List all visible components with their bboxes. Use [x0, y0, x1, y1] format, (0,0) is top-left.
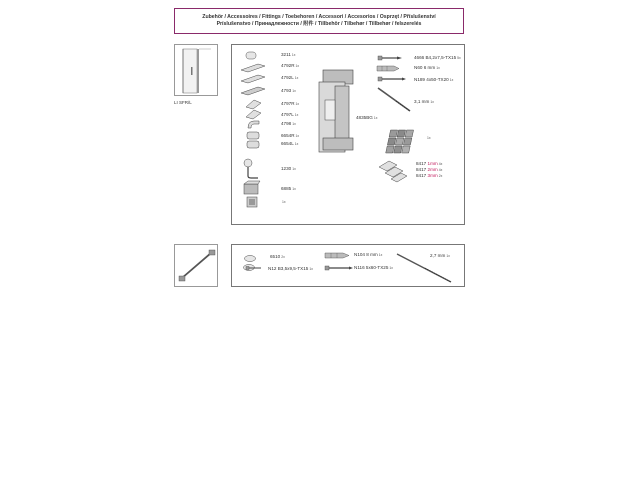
drill-bit-icon	[376, 86, 416, 116]
part-N60: N60 6 mm1x	[414, 65, 440, 70]
part-6510: 65102x	[270, 254, 285, 259]
part-1230: 12301x	[281, 166, 296, 171]
wood-screw-icon	[324, 264, 354, 272]
part-N104: N104 8 mm1x	[354, 252, 383, 257]
part-4666: 4666 B4,2x7,5-TX155x	[414, 55, 461, 60]
drill-bit-3-1: 3,1 mm1x	[414, 99, 434, 104]
product-label: LI SFR/L	[174, 100, 192, 105]
seal-profile-icon	[240, 85, 266, 97]
part-4792R: 4792R1x	[281, 63, 300, 68]
screw-icon	[377, 54, 403, 62]
hinge-cover-icon	[244, 130, 264, 150]
part-unnamed: 1x	[282, 200, 286, 204]
stabilizer-bar-thumbnail	[174, 244, 218, 287]
part-4797L: 4797L1x	[281, 112, 299, 117]
wall-profile-icon	[315, 68, 355, 154]
part-3211: 32111x	[281, 52, 296, 57]
clip-icon	[246, 118, 262, 130]
end-cap-icon	[245, 51, 259, 61]
part-4798: 47981x	[281, 121, 296, 126]
part-N189: N189 4x50-TX201x	[414, 77, 454, 82]
accessories-header	[174, 8, 464, 34]
end-cap-round-icon	[243, 254, 257, 263]
stabilizer-bar-icon	[175, 245, 219, 288]
part-8417-1mm: 8417 1mm4x	[416, 161, 443, 166]
seal-strip-l-icon	[240, 73, 266, 85]
anchor-plug-icon	[324, 251, 350, 260]
part-N12: N12 B3,5x9,5-TX151x	[268, 266, 313, 271]
long-screw-icon	[377, 75, 407, 83]
header-title-line-2: Príslušenstvo / Принадлежности / 附件 / Tillbehör / Tilbehør / Tillbehør / felszerelés	[216, 21, 422, 27]
tiles-qty: 1x	[427, 136, 431, 140]
handle-bracket-icon	[242, 158, 262, 180]
part-6654R: 6654R1x	[281, 133, 300, 138]
part-4835BG: 4835BG1x	[356, 115, 378, 120]
shower-door-icon	[175, 45, 219, 97]
part-N116: N116 5x60-TX251x	[354, 265, 393, 270]
drill-bit-2-7: 2,7 mm1x	[430, 253, 450, 258]
part-4797R: 4797R1x	[281, 101, 300, 106]
part-4792L: 4792L1x	[281, 75, 299, 80]
small-screw-icon	[245, 265, 265, 271]
part-8417-2mm: 8417 2mm4x	[416, 167, 443, 172]
part-6885: 68851x	[281, 186, 296, 191]
pad-icon	[245, 195, 259, 209]
header-title-line-1: Zubehör / Accessoires / Fittings / Toebehoren / Accessori / Accesorios / Osprzęt / Příslušenství	[202, 14, 436, 20]
tiles-icon	[383, 128, 419, 158]
product-thumbnail	[174, 44, 218, 96]
part-8417-3mm: 8417 3mm2x	[416, 173, 443, 178]
block-icon	[242, 180, 262, 196]
wall-plug-icon	[376, 64, 400, 73]
part-4793: 47931x	[281, 88, 296, 93]
shims-icon	[377, 159, 409, 183]
part-6654L: 6654L1x	[281, 141, 299, 146]
